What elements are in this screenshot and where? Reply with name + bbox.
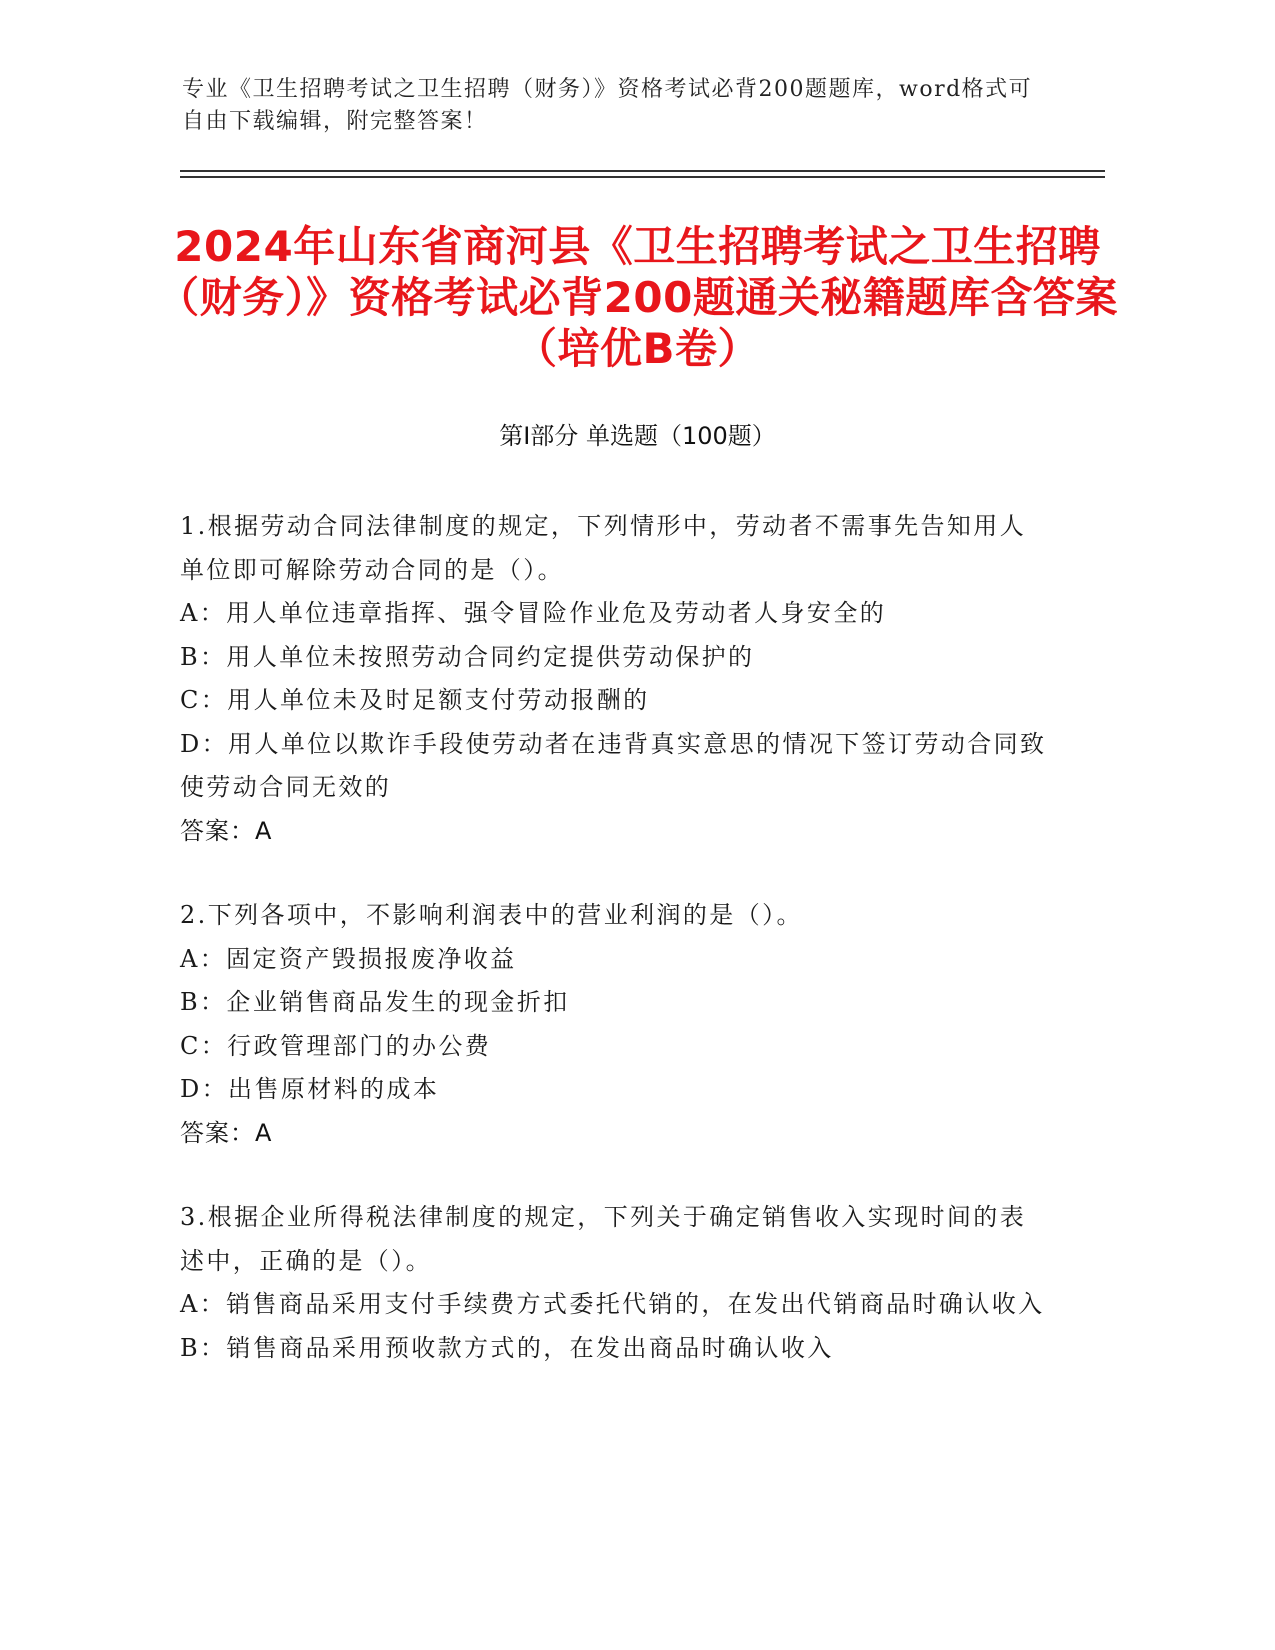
question-list [180, 505, 1050, 1411]
question-stem: 1.根据劳动合同法律制度的规定，下列情形中，劳动者不需事先告知用人单位即可解除劳动合同的是（）。 [180, 512, 1027, 584]
header-note: 专业《卫生招聘考试之卫生招聘（财务）》资格考试必背200题题库，word格式可自由下载编辑，附完整答案！ [182, 77, 1033, 134]
question-1 [180, 505, 1050, 853]
answer: 答案：A [180, 1118, 273, 1147]
question-3 [180, 1196, 1050, 1370]
question-2 [180, 894, 1050, 1155]
option-a: A：固定资产毁损报废净收益 [180, 944, 517, 973]
option-c: C：行政管理部门的办公费 [180, 1031, 492, 1060]
option-a: A：用人单位违章指挥、强令冒险作业危及劳动者人身安全的 [180, 599, 887, 627]
question-stem: 2.下列各项中，不影响利润表中的营业利润的是（）。 [180, 901, 803, 929]
option-b: B：企业销售商品发生的现金折扣 [180, 988, 570, 1016]
section-heading: 第I部分 单选题（100题） [499, 422, 776, 450]
option-b: B：用人单位未按照劳动合同约定提供劳动保护的 [180, 642, 755, 671]
option-b: B：销售商品采用预收款方式的，在发出商品时确认收入 [180, 1333, 834, 1362]
header-rule-upper [180, 170, 1105, 172]
header-rule-lower [180, 176, 1105, 178]
option-d: D：用人单位以欺诈手段使劳动者在违背真实意思的情况下签订劳动合同致使劳动合同无效的 [180, 729, 1047, 801]
option-d: D：出售原材料的成本 [180, 1075, 440, 1103]
option-a: A：销售商品采用支付手续费方式委托代销的，在发出代销商品时确认收入 [180, 1290, 1045, 1318]
answer: 答案：A [180, 816, 273, 845]
question-stem: 3.根据企业所得税法律制度的规定，下列关于确定销售收入实现时间的表述中，正确的是（）。 [180, 1203, 1027, 1275]
document-title: 2024年山东省商河县《卫生招聘考试之卫生招聘（财务）》资格考试必背200题通关秘籍题库含答案（培优B卷） [157, 222, 1118, 373]
option-c: C：用人单位未及时足额支付劳动报酬的 [180, 686, 650, 714]
